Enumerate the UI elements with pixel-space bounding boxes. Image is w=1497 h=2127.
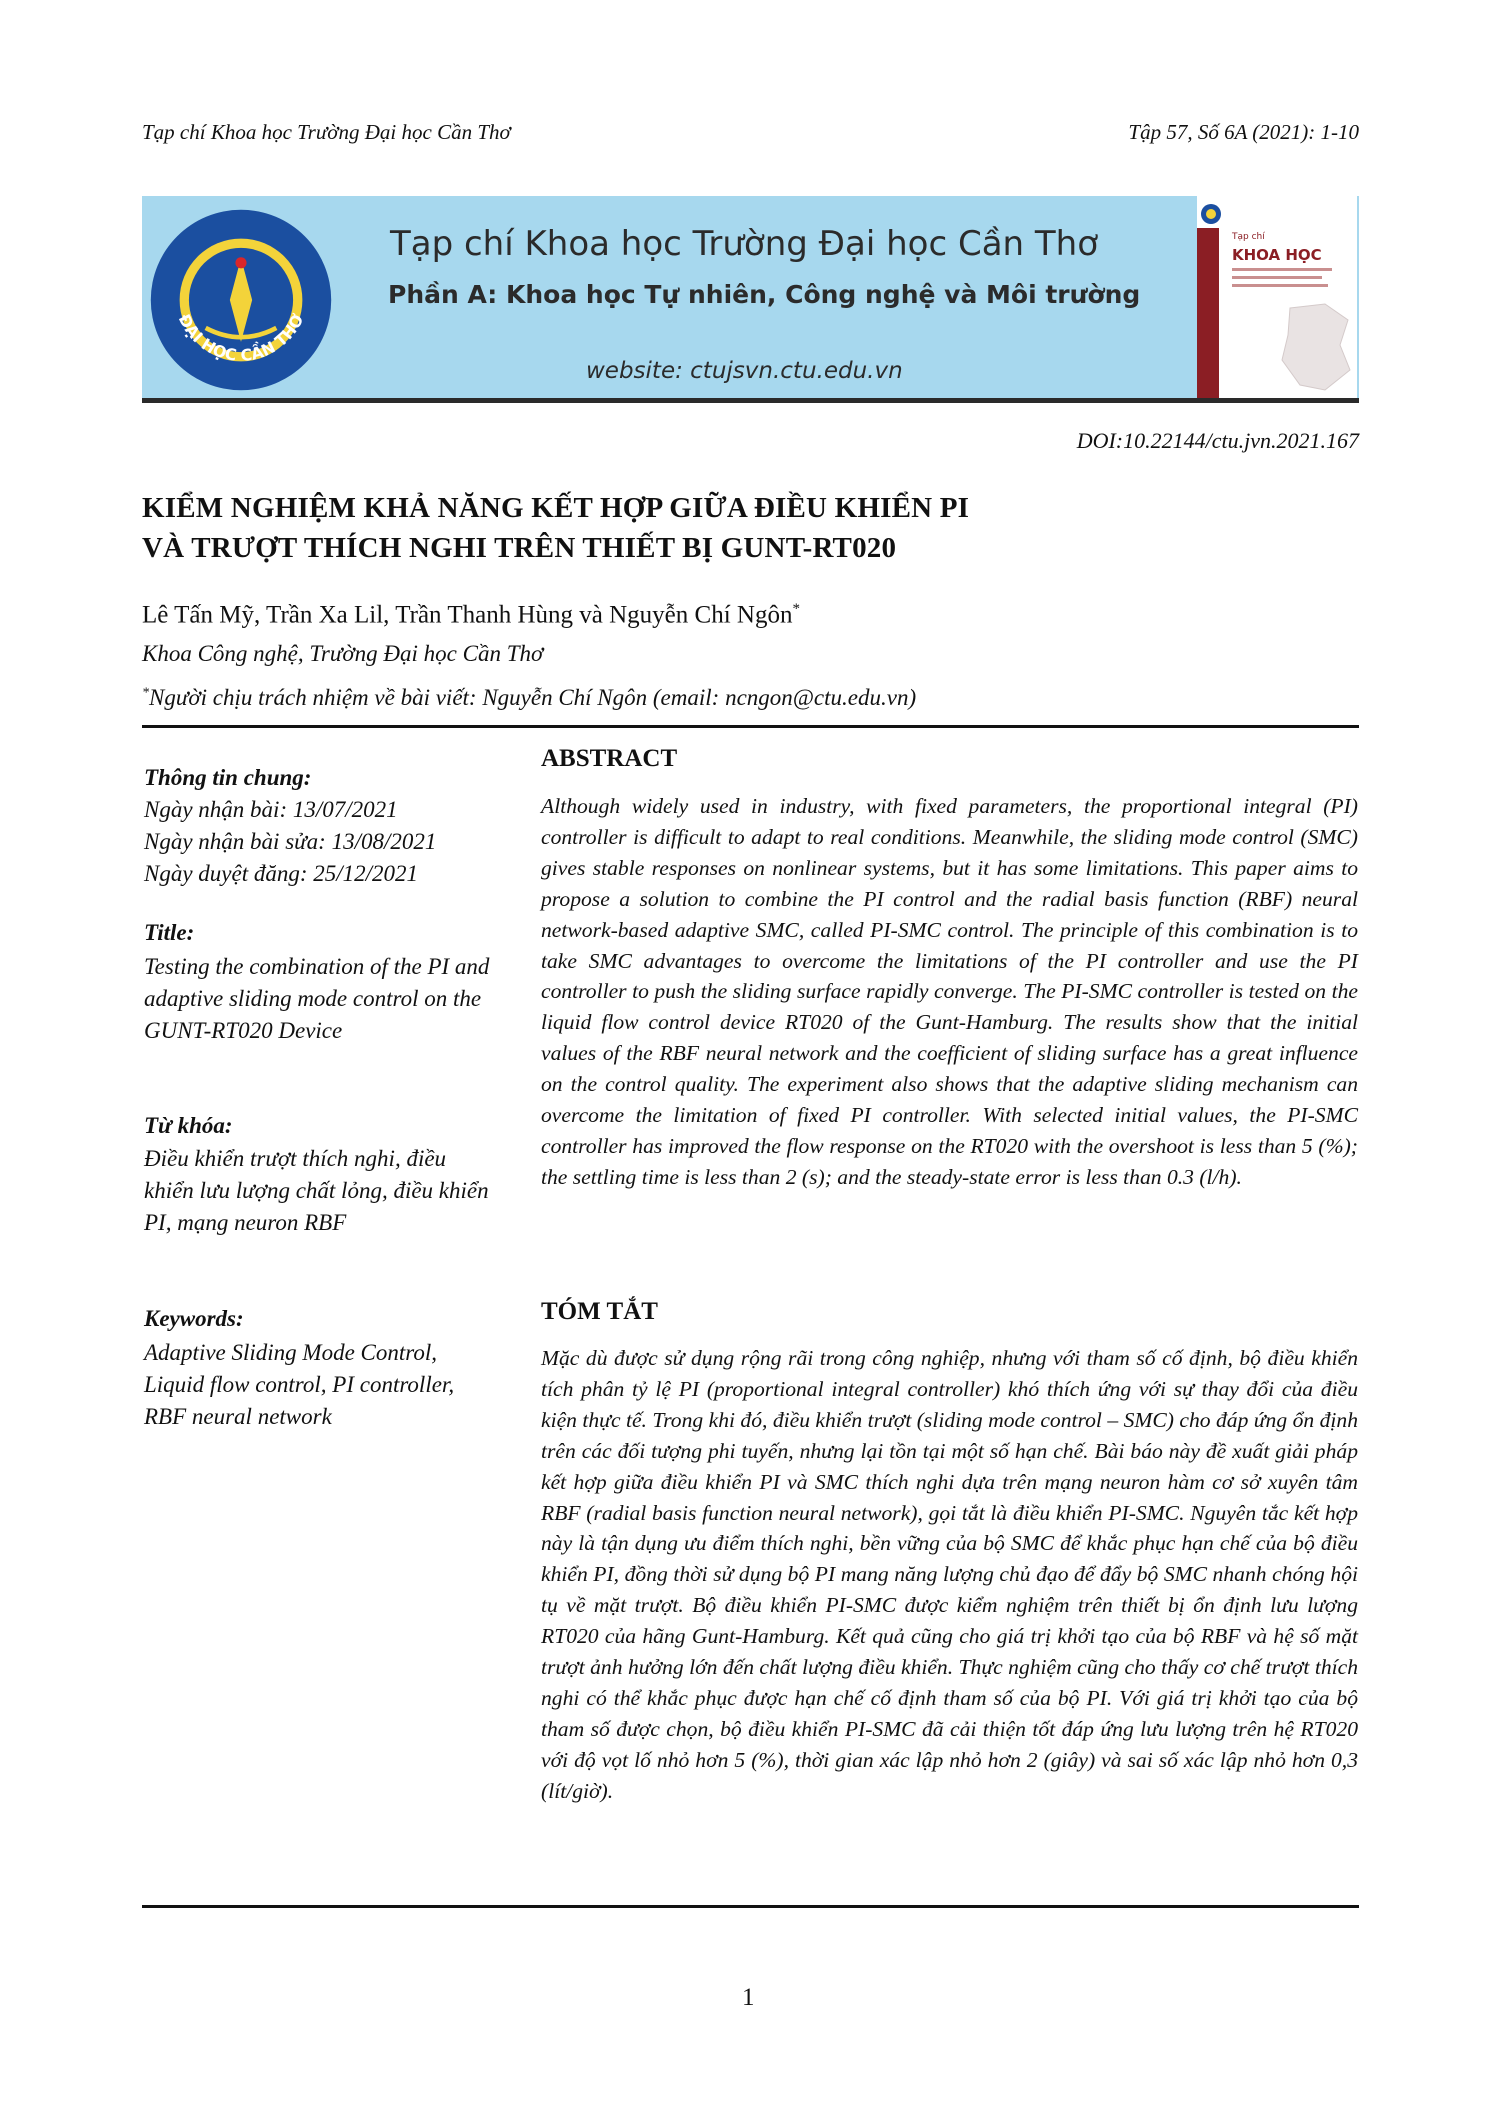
page-number: 1 [742, 1984, 755, 2011]
received-date: Ngày nhận bài: 13/07/2021 [144, 797, 398, 822]
vn-keywords: Điều khiển trượt thích nghi, điều khiển lưu lượng chất lỏng, điều khiển PI, mạng neuron RBF [144, 1146, 489, 1235]
abstract-text: Although widely used in industry, with fixed parameters, the proportional integral (PI) controller is difficult to adapt to real conditions. Meanwhile, the sliding mode control (SMC) gives stable responses on nonlinear systems, but it has some limitations. This paper aims to propose a solution to combine the PI control and the radial basis function (RBF) neural network-based adaptive SMC, called PI-SMC control. The principle of this combination is to take SMC advantages to overcome the limitations of the PI controller and use the PI controller to push the sliding surface rapidly converge. The PI-SMC controller is tested on the liquid flow control device RT020 of the Gunt-Hamburg. The results show that the initial values of the RBF neural network and the coefficient of sliding surface has a great influence on the control quality. The experiment also shows that the adaptive sliding mechanism can overcome the limitation of fixed PI controller. With selected initial values, the PI-SMC controller has improved the flow response on the RT020 with the overshoot is less than 5 (%); the settling time is less than 2 (s); and the steady-state error is less than 0.3 (l/h). [541, 794, 1358, 1189]
affiliation: Khoa Công nghệ, Trường Đại học Cần Thơ [142, 641, 544, 666]
cover-red-bar [1197, 228, 1219, 398]
abstract-heading: ABSTRACT [541, 745, 678, 772]
footer-rule [142, 1905, 1359, 1908]
banner-website: website: ctujsvn.ctu.edu.vn [586, 358, 903, 384]
header-rule [142, 725, 1359, 728]
banner-subtitle: Phần A: Khoa học Tự nhiên, Công nghệ và Môi trường [388, 280, 1141, 309]
banner-title: Tạp chí Khoa học Trường Đại học Cần Thơ [390, 224, 1099, 264]
article-title-line-2: VÀ TRƯỢT THÍCH NGHI TRÊN THIẾT BỊ GUNT-RT020 [142, 532, 897, 564]
author-list [142, 601, 800, 629]
article-title-line-1: KIỂM NGHIỆM KHẢ NĂNG KẾT HỢP GIỮA ĐIỀU KHIỂN PI [142, 492, 970, 524]
logo-text: ĐẠI HỌC CẦN THƠ [174, 310, 308, 365]
cover-logo-icon [1200, 203, 1222, 225]
doi: DOI:10.22144/ctu.jvn.2021.167 [1076, 428, 1359, 453]
cover-label: Tạp chí [1232, 232, 1265, 242]
corresponding-mark: * [142, 685, 149, 701]
corresponding-text: Người chịu trách nhiệm về bài viết: Nguyễn Chí Ngôn (email: ncngon@ctu.edu.vn) [149, 685, 917, 710]
cover-text-line [1232, 276, 1322, 279]
cover-title: KHOA HỌC [1232, 246, 1322, 264]
authors-text: Lê Tấn Mỹ, Trần Xa Lil, Trần Thanh Hùng và Nguyễn Chí Ngôn [142, 601, 793, 629]
banner-divider [142, 398, 1359, 403]
vn-keywords-heading: Từ khóa: [144, 1113, 233, 1138]
corresponding-mark: * [792, 601, 800, 617]
revised-date: Ngày nhận bài sửa: 13/08/2021 [144, 829, 437, 854]
running-head-issue: Tập 57, Số 6A (2021): 1-10 [1128, 120, 1359, 144]
cover-text-line [1232, 268, 1332, 271]
university-logo-icon [148, 207, 334, 393]
tomtat-text: Mặc dù được sử dụng rộng rãi trong công nghiệp, nhưng với tham số cố định, bộ điều khiển tích phân tỷ lệ PI (proportional integral controller) khó thích ứng với sự thay đổi của điều kiện thực tế. Trong khi đó, điều khiển trượt (sliding mode control – SMC) cho đáp ứng ổn định trên các đối tượng phi tuyến, nhưng lại tồn tại một số hạn chế. Bài báo này đề xuất giải pháp kết hợp giữa điều khiển PI và SMC thích nghi dựa trên mạng neuron hàm cơ sở xuyên tâm RBF (radial basis function neural network), gọi tắt là điều khiển PI-SMC. Nguyên tắc kết hợp này là tận dụng ưu điểm thích nghi, bền vững của bộ SMC để khắc phục hạn chế của bộ điều khiển PI, đồng thời sử dụng bộ PI mang năng lượng chủ đạo để đẩy bộ SMC nhanh chóng hội tụ về mặt trượt. Bộ điều khiển PI-SMC được kiểm nghiệm trên thiết bị ổn định lưu lượng RT020 của hãng Gunt-Hamburg. Kết quả cũng cho giá trị khởi tạo của bộ RBF và hệ số mặt trượt ảnh hưởng lớn đến chất lượng điều khiển. Thực nghiệm cũng cho thấy cơ chế trượt thích nghi có thể khắc phục được hạn chế cố định tham số của bộ PI. Với giá trị khởi tạo của bộ tham số được chọn, bộ điều khiển PI-SMC đã cải thiện tốt đáp ứng lưu lượng trên hệ RT020 với độ vọt lố nhỏ hơn 5 (%), thời gian xác lập nhỏ hơn 2 (giây) và sai số xác lập nhỏ hơn 0,3 (lít/giờ). [541, 1346, 1358, 1803]
keywords-heading: Keywords: [144, 1306, 244, 1331]
keywords: Adaptive Sliding Mode Control, Liquid flow control, PI controller, RBF neural network [144, 1340, 455, 1429]
english-title: Testing the combination of the PI and adaptive sliding mode control on the GUNT-RT020 Device [144, 954, 490, 1043]
running-head-journal: Tạp chí Khoa học Trường Đại học Cần Thơ [142, 120, 511, 144]
tomtat-heading: TÓM TẮT [541, 1298, 658, 1325]
title-heading: Title: [144, 920, 195, 945]
accepted-date: Ngày duyệt đăng: 25/12/2021 [144, 861, 419, 886]
cover-map-icon [1270, 300, 1355, 395]
cover-text-line [1232, 284, 1328, 287]
corresponding-author [142, 685, 916, 711]
info-heading: Thông tin chung: [144, 765, 312, 790]
